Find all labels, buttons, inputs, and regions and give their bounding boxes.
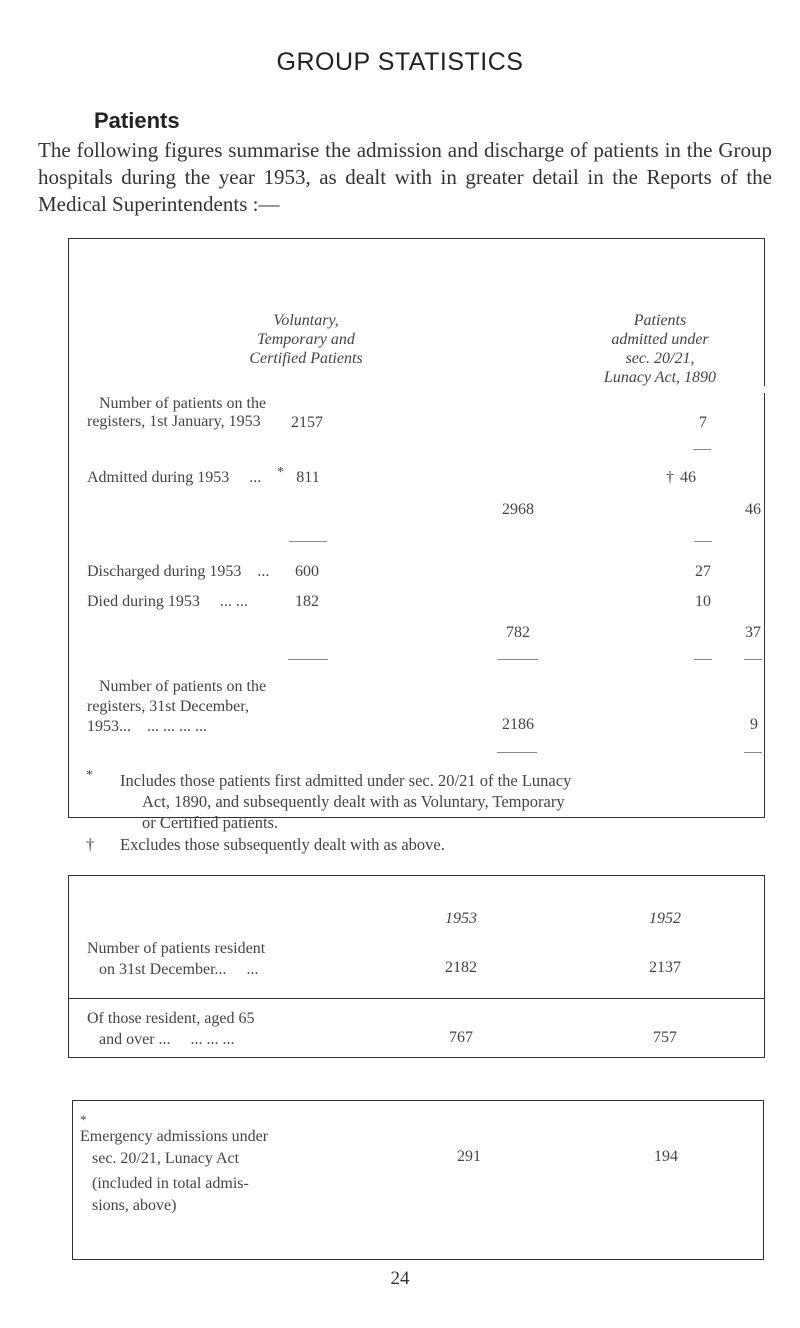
- cell-admitted-lunacy: 46: [680, 469, 696, 486]
- cell-aged-1952: 757: [653, 1029, 677, 1046]
- row-label-resident: Number of patients resident on 31st December... ...: [87, 940, 266, 978]
- section-heading: Patients: [94, 108, 180, 133]
- cell-aged-1953: 767: [449, 1029, 473, 1046]
- cell-end-voluntary: 2186: [502, 716, 534, 733]
- row-label-aged-65: Of those resident, aged 65 and over ... ... ... ...: [87, 1010, 255, 1048]
- row-label-start-registers: Number of patients on the registers, 1st January, 1953: [87, 395, 267, 430]
- cell-died-voluntary: 182: [295, 593, 319, 610]
- subtotal-out-lunacy: 37: [745, 624, 761, 641]
- col-header-voluntary: Voluntary, Temporary and Certified Patients: [249, 312, 363, 367]
- dagger-mark: †: [666, 469, 674, 486]
- cell-admitted-voluntary: 811: [296, 469, 320, 486]
- cell-end-lunacy: 9: [750, 716, 758, 733]
- page-number: 24: [390, 1268, 410, 1289]
- cell-resident-1952: 2137: [649, 959, 681, 976]
- cell-emergency-1953: 291: [457, 1148, 481, 1165]
- subtotal-in-lunacy: 46: [745, 501, 761, 518]
- cell-start-voluntary: 2157: [291, 414, 323, 431]
- row-label-died: Died during 1953 ... ...: [87, 593, 248, 610]
- subtotal-in-voluntary: 2968: [502, 501, 534, 518]
- emergency-asterisk: *: [80, 1112, 87, 1127]
- col-header-1953: 1953: [445, 910, 477, 927]
- cell-discharged-voluntary: 600: [295, 563, 319, 580]
- row-label-admitted: Admitted during 1953 ...: [87, 469, 262, 486]
- row-label-discharged: Discharged during 1953 ...: [87, 563, 270, 580]
- footnote-asterisk: Includes those patients first admitted under sec. 20/21 of the Lunacy Act, 1890, and subsequently dealt with as Voluntary, Temporary or Certified patients.: [120, 771, 572, 832]
- subtotal-out-voluntary: 782: [506, 624, 530, 641]
- col-header-lunacy-act: Patients admitted under sec. 20/21, Lunacy Act, 1890: [603, 312, 717, 386]
- cell-discharged-lunacy: 27: [695, 563, 711, 580]
- row-label-end-registers: Number of patients on the registers, 31st December, 1953... ... ... ... ...: [87, 678, 267, 735]
- row-label-emergency: Emergency admissions under sec. 20/21, Lunacy Act (included in total admis- sions, above): [80, 1128, 269, 1214]
- asterisk-mark: *: [277, 465, 284, 480]
- cell-died-lunacy: 10: [695, 593, 711, 610]
- footnote-dagger: Excludes those subsequently dealt with as above.: [120, 835, 445, 854]
- cell-start-lunacy: 7: [699, 414, 707, 431]
- page-title: GROUP STATISTICS: [276, 48, 524, 76]
- cell-emergency-1952: 194: [654, 1148, 678, 1165]
- col-header-1952: 1952: [649, 910, 681, 927]
- footnote-dagger-mark: †: [86, 835, 95, 854]
- intro-paragraph: The following figures summarise the admission and discharge of patients in the Group hospitals during the year 1953, as dealt with in greater detail in the Reports of the Medical Superintendents :—: [38, 138, 772, 216]
- cell-resident-1953: 2182: [445, 959, 477, 976]
- footnote-asterisk-mark: *: [86, 768, 93, 783]
